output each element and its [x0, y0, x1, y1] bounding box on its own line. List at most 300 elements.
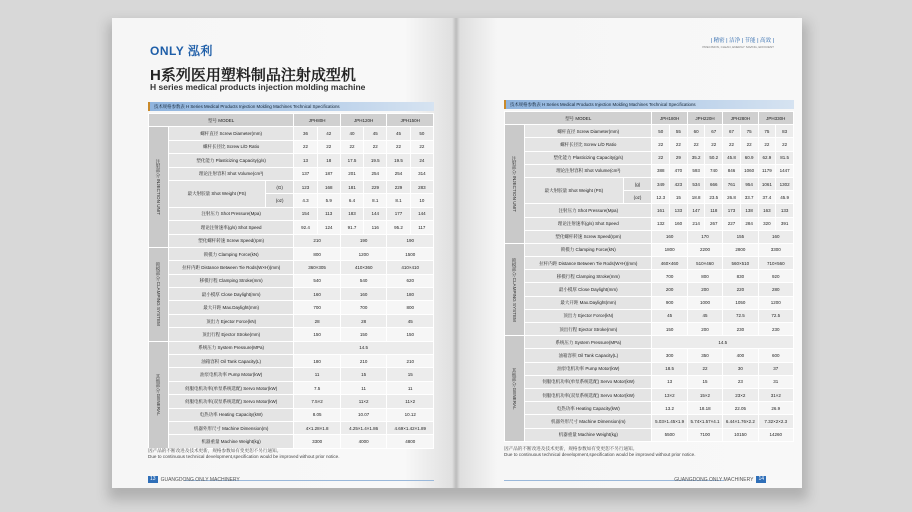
spec-value: 5.9 — [317, 194, 340, 207]
spec-value: 180 — [387, 288, 434, 301]
table-row — [149, 261, 434, 274]
table-row — [505, 125, 794, 138]
table-row — [149, 127, 434, 140]
table-row — [505, 375, 794, 388]
spec-value: 18.5 — [652, 362, 687, 375]
spec-value: 177 — [387, 207, 410, 220]
spec-value: 133 — [776, 204, 794, 217]
spec-label: 注射压力 Shot Pressure(Mpa) — [525, 204, 652, 217]
spec-value: 1200 — [758, 296, 793, 309]
spec-value: 200 — [687, 323, 722, 336]
group-label — [149, 247, 169, 341]
spec-value: 1000 — [687, 296, 722, 309]
spec-value: 22 — [776, 138, 794, 151]
spec-value: 36 — [294, 127, 317, 140]
spec-label: 顶出力 Ejector Force(kN) — [525, 309, 652, 322]
spec-value: 45 — [652, 309, 687, 322]
spec-value: 23.5 — [705, 191, 723, 204]
spec-value: 81.5 — [776, 151, 794, 164]
spec-value: 62.9 — [758, 151, 776, 164]
spec-value: 700 — [652, 270, 687, 283]
spec-value: 22 — [652, 138, 670, 151]
spec-value: 13 — [652, 375, 687, 388]
spec-value: 22 — [687, 138, 705, 151]
spec-value: 23×2 — [723, 388, 758, 401]
spec-value: 1200 — [340, 247, 387, 260]
spec-value: 254 — [387, 167, 410, 180]
spec-value: 28 — [340, 314, 387, 327]
spec-label: 伺服电机功率(单泵系统选配) Servo Motor(kW) — [525, 375, 652, 388]
table-row — [149, 154, 434, 167]
group-label-text: 锁模部分 CLAMPING SYSTEM — [512, 257, 518, 322]
group-label — [505, 125, 525, 244]
note-en: Due to continuous technical development,specification would be improved without prior notice. — [504, 452, 696, 457]
spec-value: 10.07 — [340, 408, 387, 421]
spec-value: 181 — [340, 180, 363, 193]
spec-label: 系统压力 System Pressure(MPa) — [525, 336, 652, 349]
spec-value: 11 — [340, 381, 387, 394]
spec-value: 1447 — [776, 164, 794, 177]
spec-value: 267 — [705, 217, 723, 230]
spec-value: 391 — [776, 217, 794, 230]
table-row — [149, 355, 434, 368]
spec-label: 伺服电机功率(双泵系统选配) Servo Motor(kW) — [168, 395, 293, 408]
table-row — [149, 207, 434, 220]
spec-value: 28 — [294, 314, 341, 327]
spec-value: 15 — [340, 368, 387, 381]
spec-value: 92.4 — [294, 221, 317, 234]
spec-value: 2800 — [723, 243, 758, 256]
spec-value: 201 — [340, 167, 363, 180]
spec-value: 19.5 — [364, 154, 387, 167]
spec-value: 23 — [723, 375, 758, 388]
spec-label: 最小模厚 Close Daylight(mm) — [168, 288, 293, 301]
header-model: JPH80H — [294, 114, 341, 127]
spec-label: 油箱容积 Oil Tank Capacity(L) — [168, 355, 293, 368]
spec-value: 7.5 — [294, 381, 341, 394]
spec-value: 740 — [705, 164, 723, 177]
spec-value: 534 — [687, 177, 705, 190]
spec-value: 22 — [687, 362, 722, 375]
spec-value: 22 — [652, 151, 670, 164]
table-row — [149, 288, 434, 301]
spec-value: 160 — [670, 217, 688, 230]
spec-value: 150 — [294, 328, 341, 341]
spec-value: 45 — [387, 314, 434, 327]
spec-value: 10150 — [723, 428, 758, 441]
spec-value: 18.18 — [687, 402, 722, 415]
spec-value: 14.5 — [652, 336, 794, 349]
spec-value: 45 — [387, 127, 410, 140]
table-row — [149, 421, 434, 434]
spec-value: 1800 — [652, 243, 687, 256]
spec-value: 6.4 — [340, 194, 363, 207]
spec-value: 5500 — [652, 428, 687, 441]
spec-value: 5.74×1.57×4.1 — [687, 415, 722, 428]
spec-label: 移模行程 Clamping Stroke(mm) — [168, 274, 293, 287]
spec-value: 11×2 — [340, 395, 387, 408]
spec-value: 170 — [687, 230, 722, 243]
spec-label: 顶出行程 Ejector Stroke(mm) — [168, 328, 293, 341]
page-number: 13 — [150, 476, 156, 482]
spec-value: 144 — [364, 207, 387, 220]
spec-label: 系统压力 System Pressure(MPa) — [168, 341, 293, 354]
spec-value: 60 — [687, 125, 705, 138]
spec-value: 22 — [723, 138, 741, 151]
spec-value: 155 — [723, 230, 758, 243]
spec-label: 机器外形尺寸 Machine Dimension(m) — [525, 415, 652, 428]
table-row — [149, 247, 434, 260]
header-model-label: 型号 MODEL — [149, 114, 294, 127]
table-row — [505, 164, 794, 177]
spec-value: 210 — [340, 355, 387, 368]
spec-value: 314 — [410, 167, 433, 180]
spec-value: 761 — [723, 177, 741, 190]
table-row — [505, 270, 794, 283]
spec-value: 75 — [740, 125, 758, 138]
spec-value: 4.69×1.42×1.89 — [387, 421, 434, 434]
table-row — [149, 435, 434, 448]
spec-value: 10 — [410, 194, 433, 207]
spec-value: 72.5 — [758, 309, 793, 322]
spec-value: 300 — [652, 349, 687, 362]
page-footer — [674, 476, 766, 483]
spec-value: 320 — [758, 217, 776, 230]
spec-value: 540 — [340, 274, 387, 287]
spec-value: 45 — [364, 127, 387, 140]
spec-value: 24 — [410, 154, 433, 167]
spec-value: 510×460 — [687, 257, 722, 270]
group-label-text: 其他部分 GENERAL — [512, 367, 518, 410]
spec-label: 螺杆直径 Screw Diameter(mm) — [525, 125, 652, 138]
table-row — [505, 309, 794, 322]
spec-value: 600 — [758, 349, 793, 362]
table-row — [149, 395, 434, 408]
spec-value: 190 — [340, 234, 387, 247]
spec-value: 144 — [410, 207, 433, 220]
spec-value: 22 — [340, 140, 363, 153]
spec-value: 284 — [740, 217, 758, 230]
spec-label: 顶出行程 Ejector Stroke(mm) — [525, 323, 652, 336]
spec-label: 伺服电机功率(双泵系统选配) Servo Motor(kW) — [525, 388, 652, 401]
spec-value: 283 — [410, 180, 433, 193]
spec-table-banner: 技术规格参数表 H Series Medical Products Injection Molding Machines Technical Specifications — [148, 102, 434, 111]
group-label — [149, 127, 169, 248]
table-row — [149, 341, 434, 354]
spec-label: 最大射胶量 Shot Weight (PS) — [168, 180, 265, 207]
spec-value: 50 — [652, 125, 670, 138]
spec-value: 400 — [723, 349, 758, 362]
table-header-row — [149, 114, 434, 127]
spec-value: 67 — [723, 125, 741, 138]
spec-value: 540 — [294, 274, 341, 287]
page-title-cn: H系列医用塑料制品注射成型机 — [150, 67, 356, 84]
group-label-text: 锁模部分 CLAMPING SYSTEM — [155, 262, 161, 327]
spec-label: 塑化螺杆转速 Screw Speed(rpm) — [525, 230, 652, 243]
spec-table-banner: 技术规格参数表 H Series Medical Products Injection Molding Machines Technical Specifications — [504, 100, 794, 109]
spec-value: 10.12 — [387, 408, 434, 421]
spec-label: 机器外形尺寸 Machine Dimension(m) — [168, 421, 293, 434]
table-row — [149, 408, 434, 421]
spec-value: 187 — [317, 167, 340, 180]
header-model: JPH220H — [687, 112, 722, 125]
table-row — [505, 402, 794, 415]
spec-value: 147 — [687, 204, 705, 217]
spec-value: 118 — [705, 204, 723, 217]
spec-value: 150 — [340, 328, 387, 341]
table-row — [149, 274, 434, 287]
spec-value: 17.5 — [340, 154, 363, 167]
brand-logo — [150, 42, 213, 59]
spec-value: 954 — [740, 177, 758, 190]
table-row — [505, 428, 794, 441]
spec-value: 29 — [670, 151, 688, 164]
spec-value: 593 — [687, 164, 705, 177]
spec-value: 15×2 — [687, 388, 722, 401]
spec-label: 最大开距 Max.Daylight(mm) — [168, 301, 293, 314]
spec-value: 7.32×2×2.3 — [758, 415, 793, 428]
spec-value: 22 — [705, 138, 723, 151]
spec-value: 280 — [758, 283, 793, 296]
spec-value: 117 — [410, 221, 433, 234]
spec-value: 710×560 — [758, 257, 793, 270]
spec-value: 160 — [758, 230, 793, 243]
note-cn: 因产品的不断改进及技术更新，规格参数如有变更恕不另行通知。 — [504, 446, 638, 451]
spec-value: 116 — [364, 221, 387, 234]
tagline — [702, 38, 774, 50]
header-model: JPH330H — [758, 112, 793, 125]
spec-value: 666 — [705, 177, 723, 190]
spec-value: 1060 — [740, 164, 758, 177]
spec-label: 理论注射速率(g/s) Shot Speed — [525, 217, 652, 230]
spec-label: 塑化能力 Plasticizing Capacity(g/s) — [525, 151, 652, 164]
spec-value: 410×410 — [387, 261, 434, 274]
spec-value: 13 — [294, 154, 317, 167]
spec-value: 214 — [687, 217, 705, 230]
spec-value: 800 — [294, 247, 341, 260]
spec-value: 210 — [294, 234, 341, 247]
spec-value: 19.5 — [387, 154, 410, 167]
tagline-cn: | 精密 | 洁净 | 节能 | 高效 | — [710, 38, 774, 44]
table-row — [505, 388, 794, 401]
spec-value: 349 — [652, 177, 670, 190]
spec-value: 700 — [340, 301, 387, 314]
spec-table-right — [504, 111, 794, 442]
spec-value: 137 — [294, 167, 317, 180]
spec-value: 254 — [364, 167, 387, 180]
spec-value: 15 — [670, 191, 688, 204]
spec-label: 拉杆内距 Distance Between Tie Rods(W×H)(mm) — [525, 257, 652, 270]
spec-value: 8.1 — [387, 194, 410, 207]
spec-value: 388 — [652, 164, 670, 177]
spec-value: 229 — [387, 180, 410, 193]
page-title-en: H series medical products injection molding machine — [150, 82, 366, 92]
spec-label: 电热功率 Heating Capacity(kW) — [168, 408, 293, 421]
spec-value: 138 — [740, 204, 758, 217]
spec-value: 3300 — [758, 243, 793, 256]
table-row — [505, 296, 794, 309]
spec-value: 72.5 — [723, 309, 758, 322]
group-label — [149, 341, 169, 448]
spec-value: 40 — [340, 127, 363, 140]
disclaimer-note — [148, 448, 340, 460]
spec-label: 理论注射速率(g/s) Shot Speed — [168, 221, 293, 234]
header-model: JPH150H — [387, 114, 434, 127]
spec-unit: (oz) — [265, 194, 294, 207]
spec-value: 22 — [364, 140, 387, 153]
spec-value: 35.2 — [687, 151, 705, 164]
group-label-text: 注射部分 INJECTION UNIT — [512, 156, 518, 212]
spec-value: 230 — [723, 323, 758, 336]
table-row — [149, 221, 434, 234]
spec-value: 124 — [317, 221, 340, 234]
spec-value: 37 — [758, 362, 793, 375]
spec-value: 30 — [723, 362, 758, 375]
left-page — [112, 18, 456, 488]
spec-value: 163 — [758, 204, 776, 217]
table-row — [149, 314, 434, 327]
spec-value: 22 — [294, 140, 317, 153]
spec-label: 伺服电机功率(单泵系统选配) Servo Motor(kW) — [168, 381, 293, 394]
spec-value: 45 — [687, 309, 722, 322]
spec-value: 700 — [294, 301, 341, 314]
table-row — [149, 368, 434, 381]
spec-value: 13×2 — [652, 388, 687, 401]
table-row — [149, 301, 434, 314]
spec-label: 最小模厚 Close Daylight(mm) — [525, 283, 652, 296]
spec-value: 5.03×1.45×1.9 — [652, 415, 687, 428]
spec-label: 理论注射容积 Shot Volume(cm³) — [525, 164, 652, 177]
spec-value: 460×460 — [652, 257, 687, 270]
note-cn: 因产品的不断改进及技术更新，规格参数如有变更恕不另行通知。 — [148, 448, 282, 453]
spec-value: 11×2 — [387, 395, 434, 408]
table-row — [149, 140, 434, 153]
table-row — [505, 204, 794, 217]
table-row — [505, 217, 794, 230]
spec-value: 1179 — [758, 164, 776, 177]
header-model: JPH280H — [723, 112, 758, 125]
spec-value: 830 — [723, 270, 758, 283]
spec-value: 1050 — [723, 296, 758, 309]
spec-value: 22.05 — [723, 402, 758, 415]
footer-text: GUANGDONG ONLY MACHINERY — [160, 476, 240, 483]
group-label-text: 注射部分 INJECTION UNIT — [155, 159, 161, 216]
spec-value: 22 — [317, 140, 340, 153]
spec-label: 油泵电机功率 Pump Motor(kW) — [168, 368, 293, 381]
spec-value: 37.4 — [758, 191, 776, 204]
spec-value: 15 — [387, 368, 434, 381]
spec-value: 55 — [670, 125, 688, 138]
spec-value: 75 — [758, 125, 776, 138]
page-footer — [148, 476, 240, 483]
spec-value: 60.9 — [740, 151, 758, 164]
spec-value: 920 — [758, 270, 793, 283]
spec-value: 8.1 — [364, 194, 387, 207]
table-row — [505, 151, 794, 164]
spec-value: 45.8 — [723, 151, 741, 164]
disclaimer-note — [504, 446, 696, 458]
spec-value: 190 — [387, 234, 434, 247]
spec-value: 91.7 — [340, 221, 363, 234]
spec-value: 7100 — [687, 428, 722, 441]
spec-value: 14260 — [758, 428, 793, 441]
spec-label: 理论注射容积 Shot Volume(cm³) — [168, 167, 293, 180]
spec-value: 160 — [652, 230, 687, 243]
spec-label: 螺杆长径比 Screw L/D Ratio — [525, 138, 652, 151]
table-row — [505, 362, 794, 375]
spec-value: 113 — [317, 207, 340, 220]
spec-value: 45.9 — [776, 191, 794, 204]
group-label — [505, 336, 525, 442]
spec-unit: (g) — [623, 177, 652, 190]
group-label-text: 其他部分 GENERAL — [155, 373, 161, 416]
table-row — [149, 234, 434, 247]
spec-label: 移模行程 Clamping Stroke(mm) — [525, 270, 652, 283]
right-page — [456, 18, 802, 488]
spec-label: 注射压力 Shot Pressure(Mpa) — [168, 207, 293, 220]
spec-value: 2200 — [687, 243, 722, 256]
logo-cn: 泓利 — [187, 44, 213, 58]
spec-value: 12.3 — [652, 191, 670, 204]
spec-label: 拉杆内距 Distance Between Tie Rods(W×H)(mm) — [168, 261, 293, 274]
spec-value: 4000 — [340, 435, 387, 448]
page-number: 14 — [758, 476, 764, 482]
spec-value: 160 — [340, 288, 387, 301]
spec-value: 220 — [723, 283, 758, 296]
spec-value: 95.2 — [387, 221, 410, 234]
spec-value: 3300 — [294, 435, 341, 448]
spec-value: 620 — [387, 274, 434, 287]
spec-value: 846 — [723, 164, 741, 177]
spec-value: 22 — [740, 138, 758, 151]
spec-value: 1302 — [776, 177, 794, 190]
spec-label: 锁模力 Clamping Force(kN) — [168, 247, 293, 260]
spec-value: 800 — [387, 301, 434, 314]
book-spine — [452, 18, 460, 488]
table-row — [505, 257, 794, 270]
spec-label: 螺杆直径 Screw Diameter(mm) — [168, 127, 293, 140]
spec-label: 螺杆长径比 Screw L/D Ratio — [168, 140, 293, 153]
spec-value: 360×305 — [294, 261, 341, 274]
spec-unit: (G) — [265, 180, 294, 193]
spec-value: 22 — [670, 138, 688, 151]
spec-value: 67 — [705, 125, 723, 138]
table-row — [505, 243, 794, 256]
spec-value: 11 — [387, 381, 434, 394]
spec-value: 6.44×1.76×2.2 — [723, 415, 758, 428]
logo-en: ONLY — [150, 44, 185, 58]
spec-value: 13.2 — [652, 402, 687, 415]
spec-label: 油泵电机功率 Pump Motor(kW) — [525, 362, 652, 375]
spec-value: 173 — [723, 204, 741, 217]
spec-value: 200 — [652, 283, 687, 296]
spec-value: 210 — [387, 355, 434, 368]
spec-value: 1500 — [387, 247, 434, 260]
spec-value: 42 — [317, 127, 340, 140]
spec-value: 15 — [687, 375, 722, 388]
group-label — [505, 243, 525, 335]
spec-value: 560×510 — [723, 257, 758, 270]
spec-value: 18 — [317, 154, 340, 167]
spec-value: 26.9 — [758, 402, 793, 415]
table-row — [149, 180, 434, 193]
footer-text: GUANGDONG ONLY MACHINERY — [674, 476, 754, 483]
spec-value: 4.25×1.4×1.86 — [340, 421, 387, 434]
spec-label: 顶出力 Ejector Force(kN) — [168, 314, 293, 327]
spec-value: 22 — [758, 138, 776, 151]
spec-value: 150 — [387, 328, 434, 341]
spec-label: 最大射胶量 Shot Weight (PS) — [525, 177, 623, 203]
